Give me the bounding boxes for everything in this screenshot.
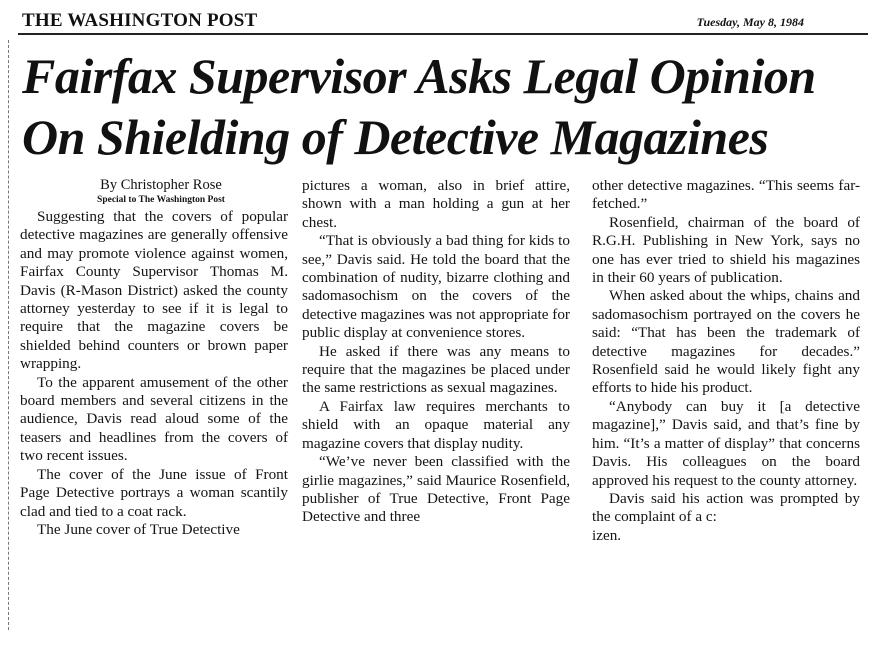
paragraph: He asked if there was any means to require that the magazines be placed under the same restrictions as sexual magazines. [302, 342, 570, 397]
clipping-edge [8, 40, 9, 630]
publication-date: Tuesday, May 8, 1984 [696, 15, 804, 29]
article-column-3 [592, 177, 860, 545]
paragraph: When asked about the whips, chains and sadomasochism portrayed on the covers he said: “That has been the trademark of detective magazines for decades.” Rosenfield said he would likely fight any efforts to hide his product. [592, 287, 860, 397]
headline-line-1: Fairfax Supervisor Asks Legal Opinion [22, 48, 816, 104]
masthead-rule [18, 33, 868, 35]
article-column-1 [20, 177, 288, 539]
paragraph: The June cover of True Detective [37, 520, 240, 538]
paragraph: “We’ve never been classified with the girlie magazines,” said Maurice Rosenfield, publisher of True Detective, Front Page Detective and three [302, 453, 570, 526]
paragraph: The cover of the June issue of Front Page Detective portrays a woman scantily clad and tied to a coat rack. [20, 465, 288, 520]
headline-line-2: On Shielding of Detective Magazines [22, 109, 769, 165]
paragraph: “Anybody can buy it [a detective magazine],” Davis said, and that’s fine by him. “It’s a matter of display” that concerns Davis. His colleagues on the board approved his request to the county attorney. [592, 397, 860, 489]
article-column-2 [302, 177, 570, 527]
paragraph: To the apparent amusement of the other board members and several citizens in the audience, Davis read aloud some of the teasers and headlines from the covers of two recent issues. [20, 373, 288, 465]
paragraph: A Fairfax law requires merchants to shield with an opaque material any magazine covers that display nudity. [302, 397, 570, 452]
masthead: THE WASHINGTON POST [22, 10, 258, 31]
paragraph: Rosenfield, chairman of the board of R.G.H. Publishing in New York, says no one has ever tried to shield his magazines in their 60 years of publication. [592, 213, 860, 287]
paragraph: Suggesting that the covers of popular detective magazines are generally offensive and may promote violence against women, Fairfax County Supervisor Thomas M. Davis (R-Mason District) asked the county attorney yesterday to see if it is legal to require that the magazine covers be shielded behind counters or brown paper wrapping. [20, 208, 288, 373]
byline: By Christopher Rose [100, 177, 222, 193]
paragraph: “That is obviously a bad thing for kids to see,” Davis said. He told the board that the combination of nudity, bizarre clothing and sadomasochism on the covers of the detective magazines was not appropriate for public display at convenience stores. [302, 232, 570, 342]
paragraph: pictures a woman, also in brief attire, shown with a man holding a gun at her chest. [302, 177, 570, 231]
paragraph: other detective magazines. “This seems far-fetched.” [592, 177, 860, 213]
paragraph: Davis said his action was prompted by the complaint of a c: [592, 489, 860, 526]
byline-credit: Special to The Washington Post [97, 195, 225, 205]
paragraph: izen. [592, 526, 622, 544]
